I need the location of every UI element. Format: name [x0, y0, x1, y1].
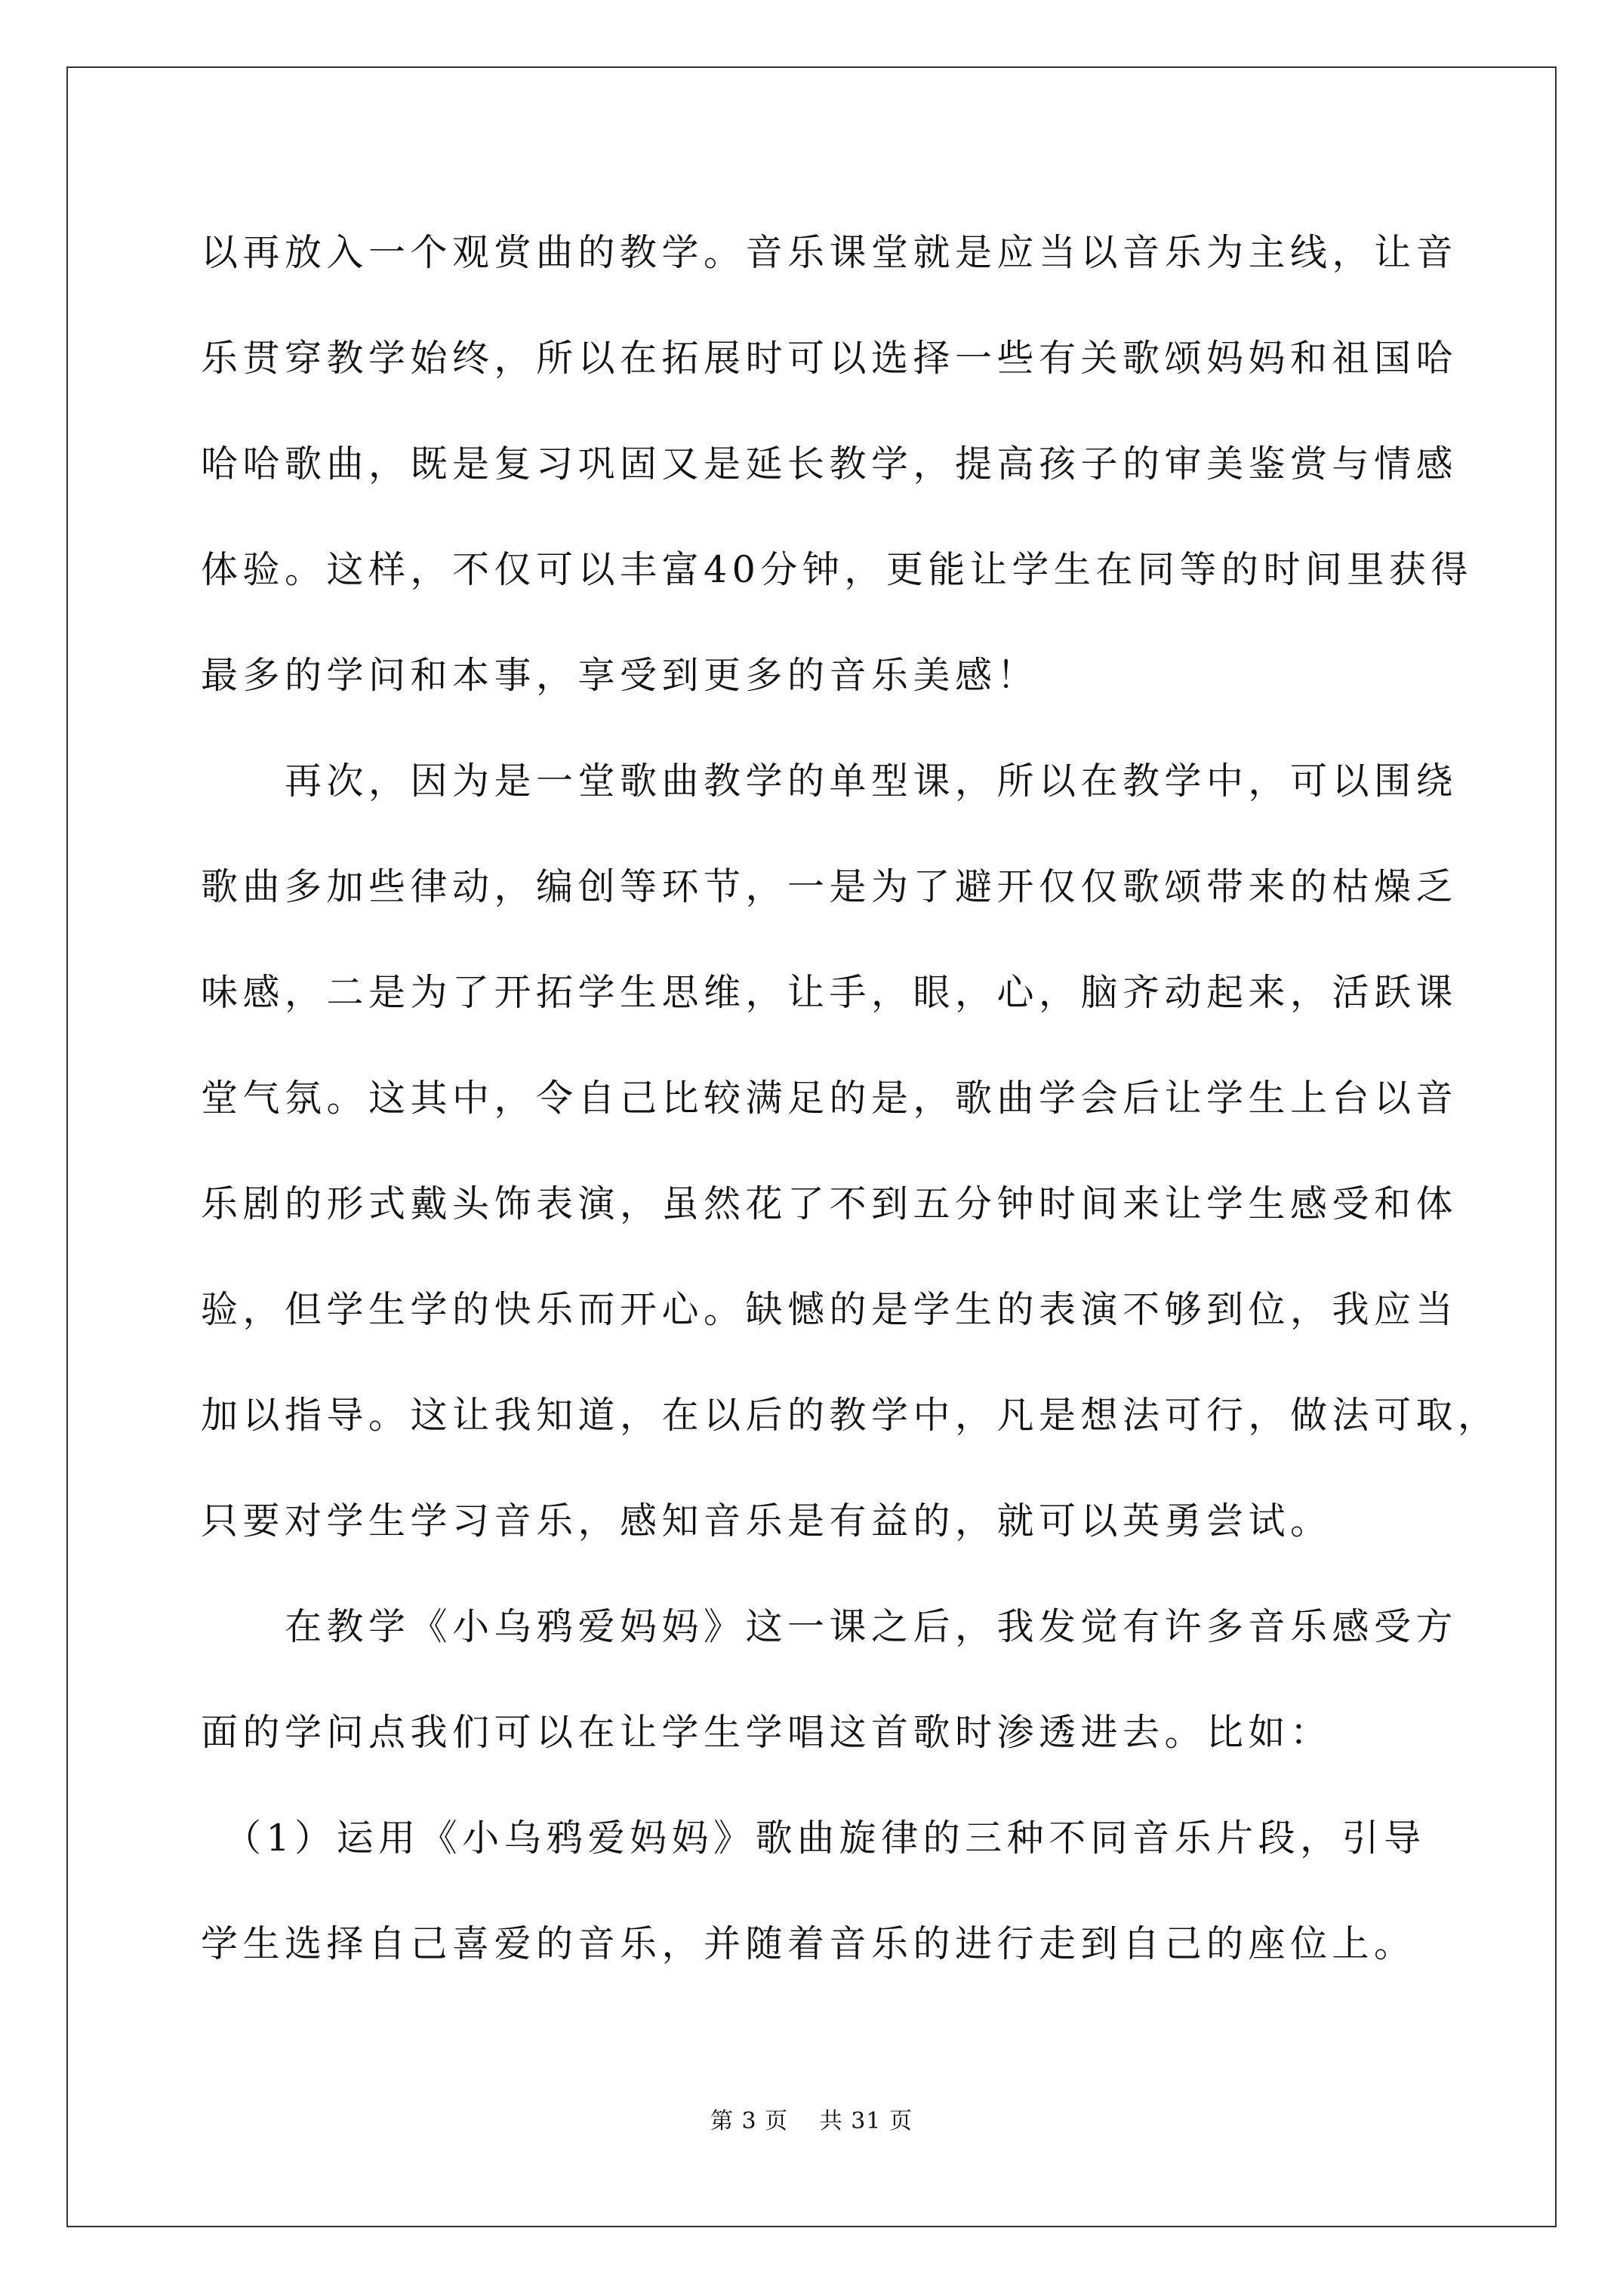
text-line: 在教学《小乌鸦爱妈妈》这一课之后，我发觉有许多音乐感受方 — [201, 1605, 1458, 1648]
document-body — [201, 219, 1500, 2016]
text-line: 乐剧的形式戴头饰表演，虽然花了不到五分钟时间来让学生感受和体 — [201, 1182, 1458, 1225]
text-line: 加以指导。这让我知道，在以后的教学中，凡是想法可行，做法可取， — [201, 1394, 1500, 1437]
text-line: 味感，二是为了开拓学生思维，让手，眼，心，脑齐动起来，活跃课 — [201, 971, 1458, 1014]
text-line: 验，但学生学的快乐而开心。缺憾的是学生的表演不够到位，我应当 — [201, 1288, 1458, 1331]
page-number-footer: 第 3 页 共 31 页 — [710, 2108, 913, 2134]
text-line: 体验。这样，不仅可以丰富40分钟，更能让学生在同等的时间里获得 — [201, 548, 1473, 591]
text-line: 面的学问点我们可以在让学生学唱这首歌时渗透进去。比如： — [201, 1711, 1332, 1754]
text-line: 乐贯穿教学始终，所以在拓展时可以选择一些有关歌颂妈妈和祖国哈 — [201, 337, 1458, 380]
text-line: 再次，因为是一堂歌曲教学的单型课，所以在教学中，可以围绕 — [201, 760, 1458, 803]
text-line: 只要对学生学习音乐，感知音乐是有益的，就可以英勇尝试。 — [201, 1499, 1332, 1542]
text-line: （1）运用《小乌鸦爱妈妈》歌曲旋律的三种不同音乐片段，引导 — [201, 1817, 1426, 1860]
text-line: 以再放入一个观赏曲的教学。音乐课堂就是应当以音乐为主线，让音 — [201, 231, 1458, 274]
text-line: 最多的学问和本事，享受到更多的音乐美感！ — [201, 654, 1039, 697]
text-line: 学生选择自己喜爱的音乐，并随着音乐的进行走到自己的座位上。 — [201, 1922, 1416, 1965]
text-line: 哈哈歌曲，既是复习巩固又是延长教学，提高孩子的审美鉴赏与情感 — [201, 442, 1458, 485]
text-line: 歌曲多加些律动，编创等环节，一是为了避开仅仅歌颂带来的枯燥乏 — [201, 865, 1458, 908]
text-line: 堂气氛。这其中，令自己比较满足的是，歌曲学会后让学生上台以音 — [201, 1077, 1458, 1120]
